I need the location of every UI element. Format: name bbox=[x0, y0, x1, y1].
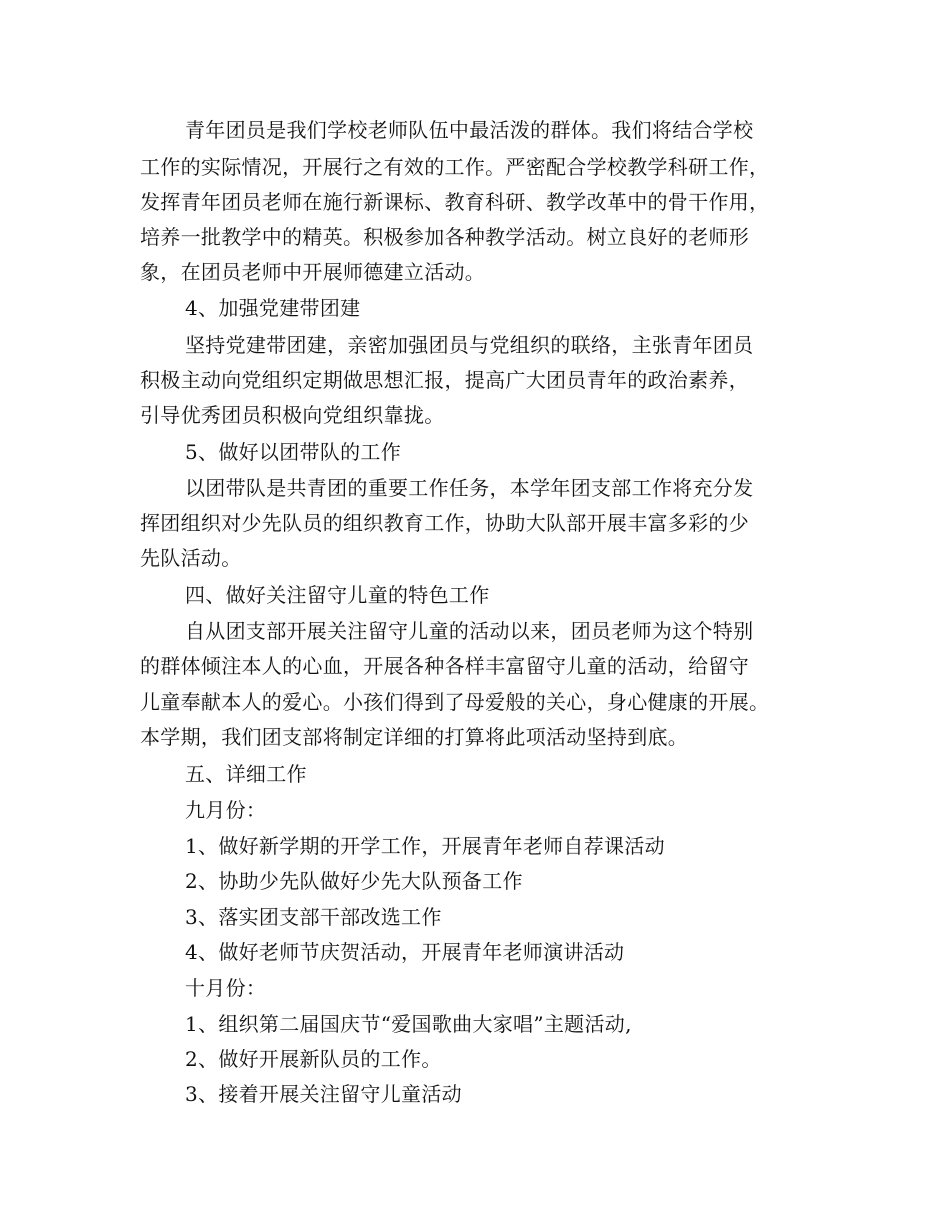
paragraph-line: 以团带队是共青团的重要工作任务，本学年团支部工作将充分发 bbox=[185, 476, 754, 500]
paragraph-line: 先队活动。 bbox=[140, 546, 242, 570]
paragraph-line: 象，在团员老师中开展师德建立活动。 bbox=[140, 260, 486, 284]
month-heading: 九月份： bbox=[185, 798, 267, 822]
section-heading: 4、加强党建带团建 bbox=[185, 296, 361, 320]
section-heading: 四、做好关注留守儿童的特色工作 bbox=[185, 583, 490, 607]
list-item: 1、做好新学期的开学工作，开展青年老师自荐课活动 bbox=[185, 834, 665, 858]
month-heading: 十月份： bbox=[185, 976, 267, 1000]
paragraph-line: 本学期，我们团支部将制定详细的打算将此项活动坚持到底。 bbox=[140, 725, 689, 749]
list-item: 2、做好开展新队员的工作。 bbox=[185, 1047, 442, 1071]
paragraph-line: 发挥青年团员老师在施行新课标、教育科研、教学改革中的骨干作用， bbox=[140, 190, 770, 214]
paragraph-line: 青年团员是我们学校老师队伍中最活泼的群体。我们将结合学校 bbox=[185, 118, 754, 142]
section-heading: 5、做好以团带队的工作 bbox=[185, 440, 402, 464]
paragraph-line: 培养一批教学中的精英。积极参加各种教学活动。树立良好的老师形 bbox=[140, 225, 749, 249]
list-item: 3、落实团支部干部改选工作 bbox=[185, 905, 442, 929]
paragraph-line: 自从团支部开展关注留守儿童的活动以来，团员老师为这个特别 bbox=[185, 619, 754, 643]
section-heading: 五、详细工作 bbox=[185, 762, 307, 786]
paragraph-line: 儿童奉献本人的爱心。小孩们得到了母爱般的关心，身心健康的开展。 bbox=[140, 690, 770, 714]
paragraph-line: 的群体倾注本人的心血，开展各种各样丰富留守儿童的活动，给留守 bbox=[140, 654, 749, 678]
list-item: 1、组织第二届国庆节“爱国歌曲大家唱”主题活动, bbox=[185, 1012, 632, 1036]
list-item: 2、协助少先队做好少先大队预备工作 bbox=[185, 869, 523, 893]
paragraph-line: 积极主动向党组织定期做思想汇报，提高广大团员青年的政治素养， bbox=[140, 368, 749, 392]
paragraph-line: 挥团组织对少先队员的组织教育工作，协助大队部开展丰富多彩的少 bbox=[140, 511, 749, 535]
paragraph-line: 工作的实际情况，开展行之有效的工作。严密配合学校教学科研工作， bbox=[140, 155, 770, 179]
paragraph-line: 引导优秀团员积极向党组织靠拢。 bbox=[140, 403, 445, 427]
list-item: 4、做好老师节庆贺活动，开展青年老师演讲活动 bbox=[185, 940, 625, 964]
paragraph-line: 坚持党建带团建，亲密加强团员与党组织的联络，主张青年团员 bbox=[185, 333, 754, 357]
list-item: 3、接着开展关注留守儿童活动 bbox=[185, 1082, 462, 1106]
